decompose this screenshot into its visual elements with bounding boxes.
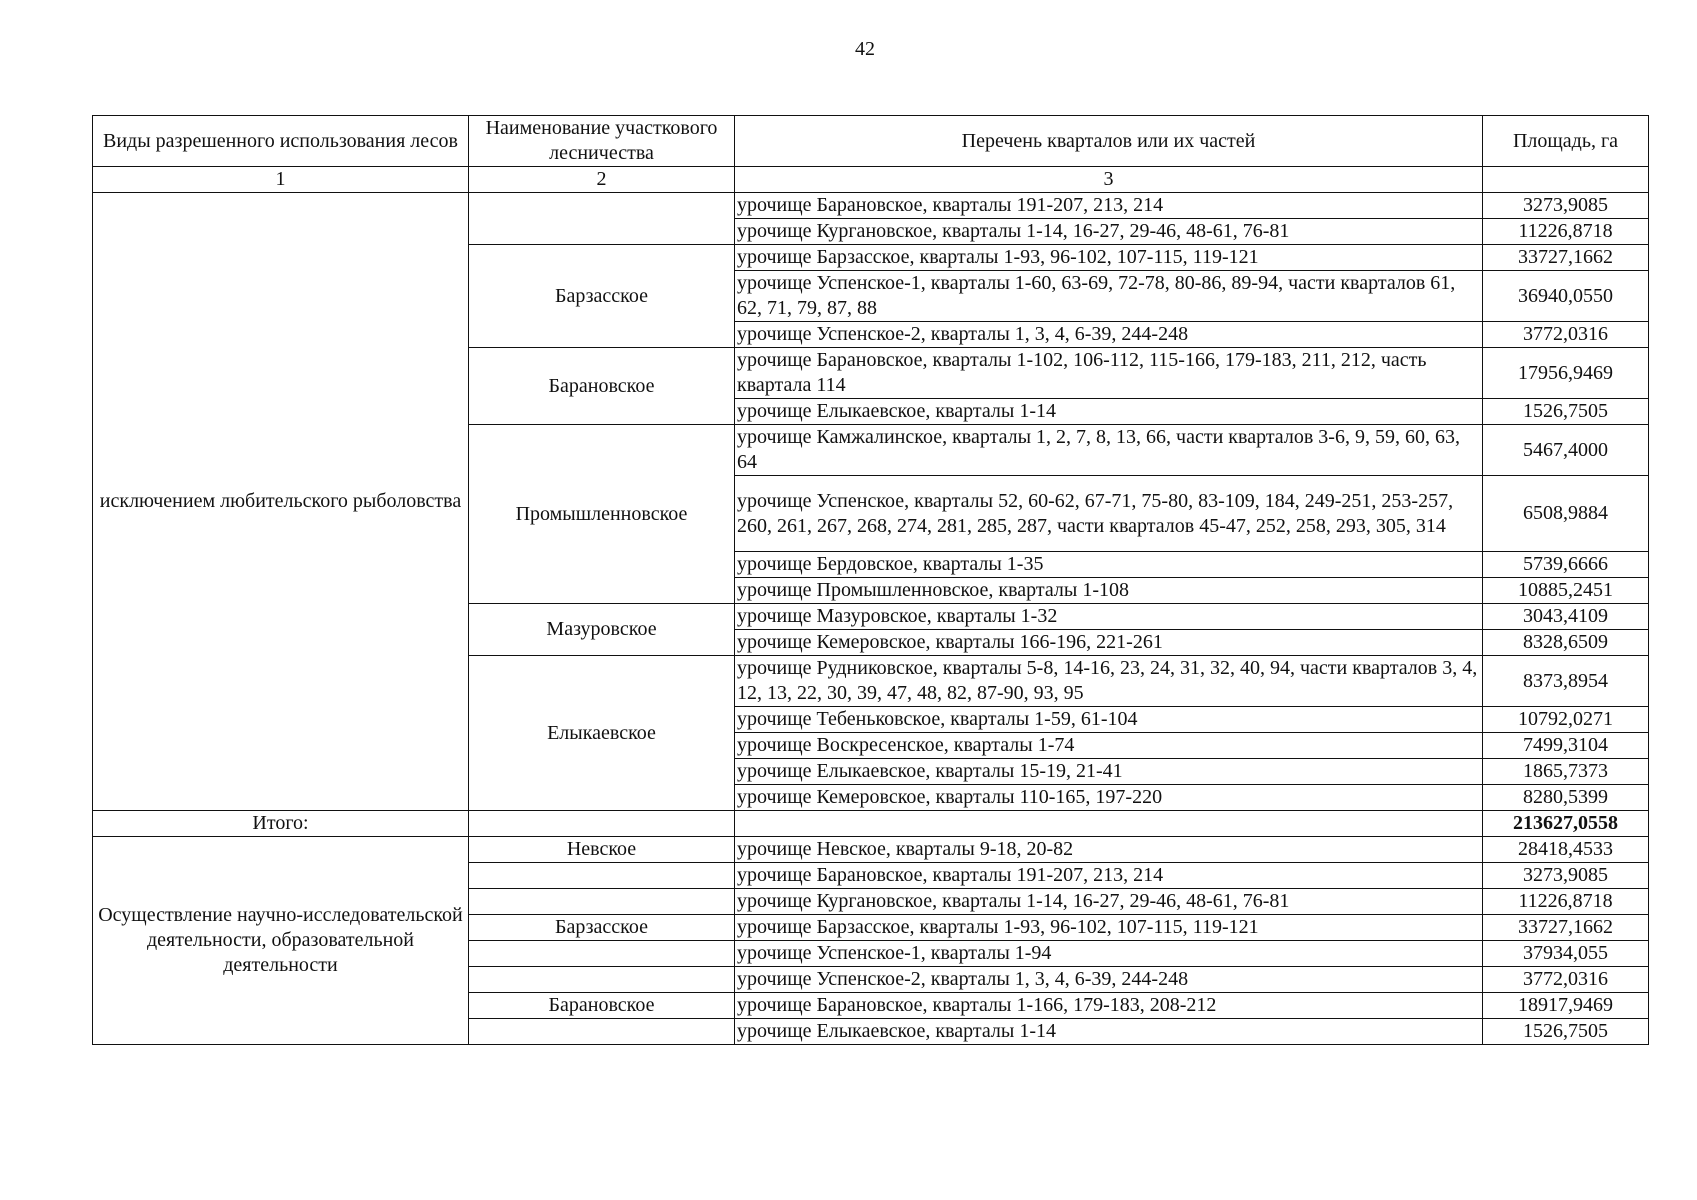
quarters-cell: урочище Успенское-1, кварталы 1-94	[735, 941, 1483, 967]
quarters-cell: урочище Кемеровское, кварталы 110-165, 197-220	[735, 785, 1483, 811]
quarters-cell: урочище Бердовское, кварталы 1-35	[735, 552, 1483, 578]
quarters-cell: урочище Елыкаевское, кварталы 15-19, 21-41	[735, 759, 1483, 785]
area-cell: 10792,0271	[1483, 707, 1649, 733]
quarters-cell: урочище Барановское, кварталы 1-166, 179-183, 208-212	[735, 993, 1483, 1019]
quarters-cell: урочище Рудниковское, кварталы 5-8, 14-16, 23, 24, 31, 32, 40, 94, части кварталов 3, 4, 12, 13, 22, 30, 39, 47, 48, 82, 87-90, 93, 95	[735, 656, 1483, 707]
forestry-cell: Барановское	[469, 348, 735, 425]
quarters-cell: урочище Воскресенское, кварталы 1-74	[735, 733, 1483, 759]
forestry-cell: Барзасское	[469, 915, 735, 941]
area-cell: 10885,2451	[1483, 578, 1649, 604]
area-cell: 28418,4533	[1483, 837, 1649, 863]
forestry-cell-empty	[469, 193, 735, 245]
forestry-cell: Мазуровское	[469, 604, 735, 656]
area-cell: 7499,3104	[1483, 733, 1649, 759]
forestry-cell: Барзасское	[469, 245, 735, 348]
quarters-cell: урочище Успенское-2, кварталы 1, 3, 4, 6-39, 244-248	[735, 967, 1483, 993]
area-cell: 8280,5399	[1483, 785, 1649, 811]
quarters-cell: урочище Мазуровское, кварталы 1-32	[735, 604, 1483, 630]
quarters-cell: урочище Кургановское, кварталы 1-14, 16-27, 29-46, 48-61, 76-81	[735, 889, 1483, 915]
column-number-2: 2	[469, 167, 735, 193]
page-number: 42	[855, 38, 875, 60]
forestry-cell: Невское	[469, 837, 735, 863]
area-cell: 8328,6509	[1483, 630, 1649, 656]
quarters-cell: урочище Кургановское, кварталы 1-14, 16-27, 29-46, 48-61, 76-81	[735, 219, 1483, 245]
quarters-cell: урочище Барановское, кварталы 191-207, 213, 214	[735, 863, 1483, 889]
total-value: 213627,0558	[1483, 811, 1649, 837]
column-number-4	[1483, 167, 1649, 193]
forestry-cell-empty	[469, 1019, 735, 1045]
forestry-cell: Елыкаевское	[469, 656, 735, 811]
quarters-cell: урочище Успенское-2, кварталы 1, 3, 4, 6-39, 244-248	[735, 322, 1483, 348]
column-number-3: 3	[735, 167, 1483, 193]
header-row	[93, 116, 1649, 167]
forestry-cell-empty	[469, 967, 735, 993]
forestry-cell-empty	[469, 889, 735, 915]
quarters-cell: урочище Барановское, кварталы 191-207, 213, 214	[735, 193, 1483, 219]
total-label: Итого:	[93, 811, 469, 837]
total-row	[93, 811, 1649, 837]
forestry-cell: Промышленновское	[469, 425, 735, 604]
use-type-cell: Осуществление научно-исследовательской деятельности, образовательной деятельности	[93, 837, 469, 1045]
quarters-cell: урочище Барзасское, кварталы 1-93, 96-102, 107-115, 119-121	[735, 245, 1483, 271]
quarters-cell: урочище Барзасское, кварталы 1-93, 96-102, 107-115, 119-121	[735, 915, 1483, 941]
area-cell: 3772,0316	[1483, 967, 1649, 993]
total-empty-quarters	[735, 811, 1483, 837]
column-number-1: 1	[93, 167, 469, 193]
quarters-cell: урочище Невское, кварталы 9-18, 20-82	[735, 837, 1483, 863]
quarters-cell: урочище Кемеровское, кварталы 166-196, 221-261	[735, 630, 1483, 656]
area-cell: 3273,9085	[1483, 193, 1649, 219]
area-cell: 6508,9884	[1483, 476, 1649, 552]
column-numbers-row	[93, 167, 1649, 193]
area-cell: 36940,0550	[1483, 271, 1649, 322]
area-cell: 17956,9469	[1483, 348, 1649, 399]
header-area: Площадь, га	[1483, 116, 1649, 167]
forestry-cell-empty	[469, 863, 735, 889]
area-cell: 1865,7373	[1483, 759, 1649, 785]
header-forestry: Наименование участкового лесничества	[469, 116, 735, 167]
area-cell: 33727,1662	[1483, 245, 1649, 271]
quarters-cell: урочище Елыкаевское, кварталы 1-14	[735, 399, 1483, 425]
header-use-type: Виды разрешенного использования лесов	[93, 116, 469, 167]
area-cell: 37934,055	[1483, 941, 1649, 967]
area-cell: 5739,6666	[1483, 552, 1649, 578]
area-cell: 33727,1662	[1483, 915, 1649, 941]
use-type-cell: исключением любительского рыболовства	[93, 193, 469, 811]
area-cell: 5467,4000	[1483, 425, 1649, 476]
header-quarters: Перечень кварталов или их частей	[735, 116, 1483, 167]
area-cell: 3772,0316	[1483, 322, 1649, 348]
quarters-cell: урочище Тебеньковское, кварталы 1-59, 61-104	[735, 707, 1483, 733]
table-row	[93, 837, 1649, 863]
area-cell: 11226,8718	[1483, 219, 1649, 245]
area-cell: 3273,9085	[1483, 863, 1649, 889]
quarters-cell: урочище Успенское, кварталы 52, 60-62, 67-71, 75-80, 83-109, 184, 249-251, 253-257, 260, 261, 267, 268, 274, 281, 285, 287, части кварталов 45-47, 252, 258, 293, 305, 314	[735, 476, 1483, 552]
total-empty-forestry	[469, 811, 735, 837]
area-cell: 11226,8718	[1483, 889, 1649, 915]
quarters-cell: урочище Камжалинское, кварталы 1, 2, 7, 8, 13, 66, части кварталов 3-6, 9, 59, 60, 63, 64	[735, 425, 1483, 476]
area-cell: 8373,8954	[1483, 656, 1649, 707]
forest-use-table	[92, 115, 1649, 1045]
table-row	[93, 193, 1649, 219]
quarters-cell: урочище Промышленновское, кварталы 1-108	[735, 578, 1483, 604]
forestry-cell-empty	[469, 941, 735, 967]
forestry-cell: Барановское	[469, 993, 735, 1019]
area-cell: 18917,9469	[1483, 993, 1649, 1019]
quarters-cell: урочище Успенское-1, кварталы 1-60, 63-69, 72-78, 80-86, 89-94, части кварталов 61, 62, 71, 79, 87, 88	[735, 271, 1483, 322]
area-cell: 1526,7505	[1483, 399, 1649, 425]
quarters-cell: урочище Барановское, кварталы 1-102, 106-112, 115-166, 179-183, 211, 212, часть квартала 114	[735, 348, 1483, 399]
quarters-cell: урочище Елыкаевское, кварталы 1-14	[735, 1019, 1483, 1045]
area-cell: 1526,7505	[1483, 1019, 1649, 1045]
area-cell: 3043,4109	[1483, 604, 1649, 630]
